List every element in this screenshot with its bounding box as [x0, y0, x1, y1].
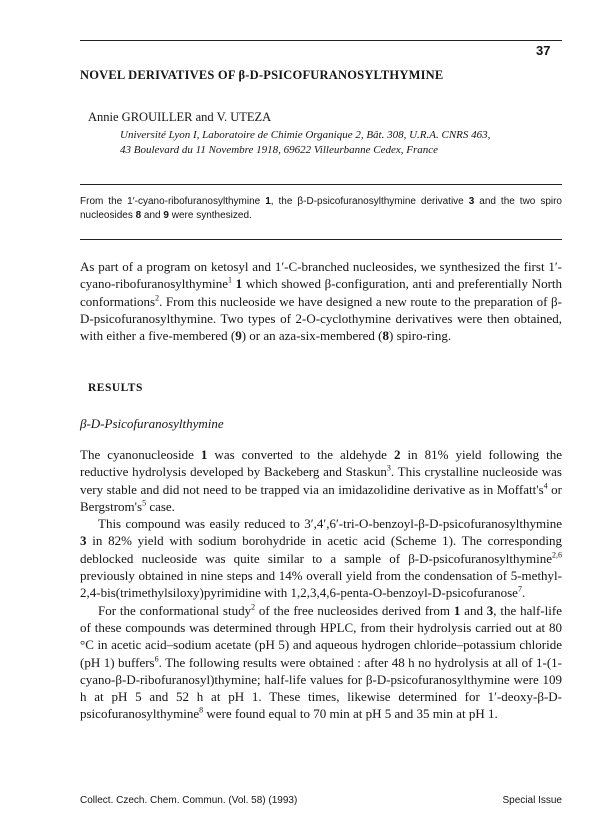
results-body [80, 446, 562, 723]
affiliation-line-1: Université Lyon I, Laboratoire de Chimie Organique 2, Bât. 308, U.R.A. CNRS 463, [120, 129, 491, 141]
affiliation-line-2: 43 Boulevard du 11 Novembre 1918, 69622 Villeurbanne Cedex, France [120, 144, 439, 156]
footer-journal: Collect. Czech. Chem. Commun. (Vol. 58) (1993) [80, 795, 298, 806]
affiliation [120, 128, 490, 158]
paragraph-1: The cyanonucleoside 1 was converted to the aldehyde 2 in 81% yield following the reductive hydrolysis developed by Backeberg and Staskun$^3$. This crystalline nucleoside was very stable and did not need to be trapped via an imidazolidine derivative as in $Moffatt's^4$ or $Bergstrom's^5$ case. [80, 447, 563, 514]
abstract: From the 1′-cyano-ribofuranosylthymine 1, the β-D-psicofuranosylthymine derivative 3 and the two spiro nucleosides 8 and 9 were synthesized. [80, 196, 562, 221]
paper-title: NOVEL DERIVATIVES OF β-D-PSICOFURANOSYLTHYMINE [80, 68, 444, 82]
section-subheading: β-D-Psicofuranosylthymine [80, 416, 224, 431]
paragraph-3: For the conformational study$^2$ of the free nucleosides derived from 1 and 3, the half-life of these compounds was determined through HPLC, from their hydrolysis carried out at 80 °C in acetic acid–sodium acetate (pH 5) and aqueous hydrogen chloride–potassium chloride (pH 1) buffers$^6$. The following results were obtained : after 48 h no hydrolysis at all of 1-(1-cyano-β-D-ribofuranosyl)thymine; half-life values for β-D-psicofuranosylthymine were 109 h at pH 5 and 52 h at pH 1. These times, likewise determined for 1′-deoxy-β-D-psicofuranosylthymine$^8$ were found equal to 70 min at pH 5 and 35 min at pH 1. [80, 602, 562, 722]
results-heading: RESULTS [88, 382, 143, 394]
paragraph-2: This compound was easily reduced to 3′,4′,6′-tri-O-benzoyl-β-D-psicofuranosylthymine 3 in 82% yield with sodium borohydride in acetic acid (Scheme 1). The corresponding deblocked nucleoside was quite similar to a sample of β-D-psicofuranosylthymine$^{2,6}$ previously obtained in nine steps and 14% overall yield from the condensation of 5-methyl-2,4-bis(trimethylsiloxy)pyrimidine with 1,2,3,4,6-penta-O-benzoyl-D-psicofuranose$^7$. [80, 516, 562, 601]
header-rule [80, 40, 562, 41]
intro-paragraph: As part of a program on ketosyl and 1′-C-branched nucleosides, we synthesized the first 1′-cyano-ribofuranosylthymine$^1$ 1 which showed β-configuration, anti and preferentially North conformations$^2$. From this nucleoside we have designed a new route to the preparation of β-D-psicofuranosylthymine. Two types of 2-O-cyclothymine derivatives were then obtained, with either a five-membered (9) or an aza-six-membered (8) spiro-ring. [80, 259, 563, 344]
abstract-top-rule [80, 184, 562, 185]
abstract-bottom-rule [80, 239, 562, 240]
footer-issue: Special Issue [502, 795, 562, 806]
authors: Annie GROUILLER and V. UTEZA [88, 110, 272, 124]
page-number: 37 [536, 43, 551, 58]
